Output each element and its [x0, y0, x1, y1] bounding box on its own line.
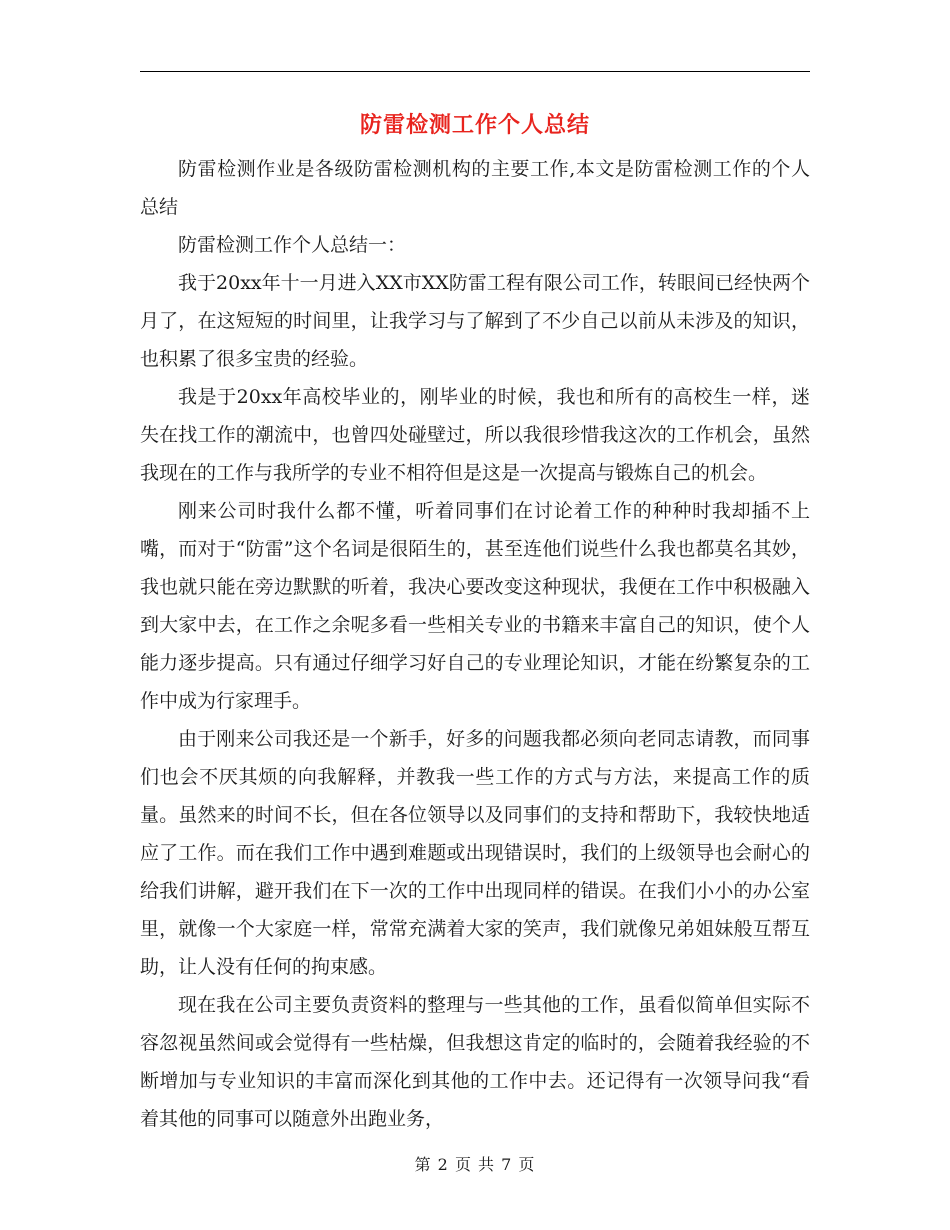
- paragraph-intro: 防雷检测作业是各级防雷检测机构的主要工作,本文是防雷检测工作的个人总结: [140, 158, 810, 218]
- page-number: 第 2 页 共 7 页: [414, 1155, 536, 1174]
- paragraph: 我于20xx年十一月进入XX市XX防雷工程有限公司工作，转眼间已经快两个月了，在这短短的时间里，让我学习与了解到了不少自己以前从未涉及的知识，也积累了很多宝贵的经验。: [140, 272, 810, 370]
- paragraph: 由于刚来公司我还是一个新手，好多的问题我都必须向老同志请教，而同事们也会不厌其烦的向我解释，并教我一些工作的方式与方法，来提高工作的质量。虽然来的时间不长，但在各位领导以及同事们的支持和帮助下，我较快地适应了工作。而在我们工作中遇到难题或出现错误时，我们的上级领导也会耐心的给我们讲解，避开我们在下一次的工作中出现同样的错误。在我们小小的办公室里，就像一个大家庭一样，常常充满着大家的笑声，我们就像兄弟姐妹般互帮互助，让人没有任何的拘束感。: [140, 728, 810, 978]
- header-rule: [140, 71, 810, 72]
- paragraph-section-heading: 防雷检测工作个人总结一：: [178, 234, 407, 256]
- document-body: [140, 150, 810, 1138]
- paragraph: 现在我在公司主要负责资料的整理与一些其他的工作，虽看似简单但实际不容忽视虽然间或会觉得有一些枯燥，但我想这肯定的临时的，会随着我经验的不断增加与专业知识的丰富而深化到其他的工作中去。还记得有一次领导问我“看着其他的同事可以随意外出跑业务，: [140, 994, 810, 1130]
- paragraph: 刚来公司时我什么都不懂，听着同事们在讨论着工作的种种时我却插不上嘴，而对于“防雷”这个名词是很陌生的，甚至连他们说些什么我也都莫名其妙，我也就只能在旁边默默的听着，我决心要改变这种现状，我便在工作中积极融入到大家中去，在工作之余呢多看一些相关专业的书籍来丰富自己的知识，使个人能力逐步提高。只有通过仔细学习好自己的专业理论知识，才能在纷繁复杂的工作中成为行家理手。: [140, 500, 810, 712]
- document-title: 防雷检测工作个人总结: [359, 112, 590, 138]
- paragraph: 我是于20xx年高校毕业的，刚毕业的时候，我也和所有的高校生一样，迷失在找工作的潮流中，也曾四处碰壁过，所以我很珍惜我这次的工作机会，虽然我现在的工作与我所学的专业不相符但是这是一次提高与锻炼自己的机会。: [140, 386, 810, 484]
